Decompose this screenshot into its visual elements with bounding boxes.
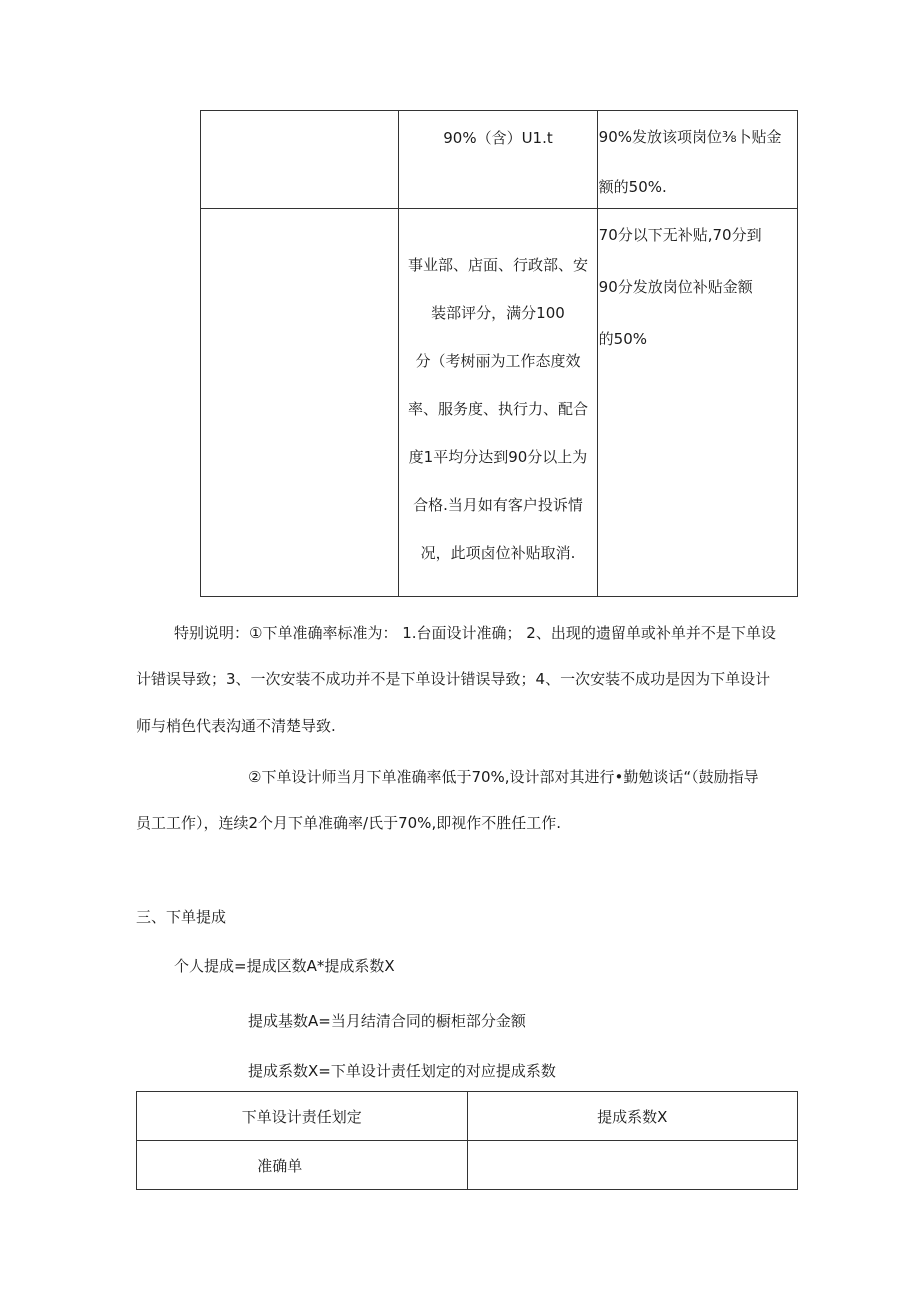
table-cell bbox=[399, 209, 597, 597]
cell-line: 率、服务度、执行力、配合 bbox=[407, 400, 588, 418]
cell-line: 况，此项卤位补贴取消. bbox=[420, 544, 576, 562]
note-line-4: ②下单设计师当月下单准确率低于70%,设计部对其进行•勤勉谈话“（鼓励指导 bbox=[248, 768, 759, 786]
table-cell bbox=[137, 1141, 468, 1190]
table-cell bbox=[201, 209, 399, 597]
table-header-cell bbox=[467, 1092, 798, 1141]
note-line-3: 师与梢色代表沟通不清楚导致. bbox=[136, 717, 336, 735]
coef-text: 提成系数X=下单设计责任划定的对应提成系数 bbox=[248, 1062, 556, 1080]
cell-line: 的50% bbox=[598, 330, 647, 348]
table-cell bbox=[597, 111, 797, 209]
table-row bbox=[137, 1141, 798, 1190]
formula-text: 个人提成=提成区数A*提成系数X bbox=[174, 957, 395, 975]
cell-line: 装部评分，满分100 bbox=[431, 304, 565, 322]
cell-line: 90分发放岗位补贴金额 bbox=[598, 278, 753, 296]
header-label: 提成系数X bbox=[597, 1107, 668, 1126]
note-line-2: 计错误导致；3、一次安装不成功并不是下单设计错误导致；4、一次安装不成功是因为下单设计 bbox=[136, 670, 771, 688]
commission-table bbox=[136, 1091, 798, 1190]
cell-text: 90%（含）U1.t bbox=[443, 129, 553, 147]
table-cell bbox=[399, 111, 597, 209]
cell-text: 准确单 bbox=[257, 1156, 303, 1175]
table-cell bbox=[201, 111, 399, 209]
table-row bbox=[201, 209, 798, 597]
note-line-5: 员工工作），连续2个月下单准确率/氏于70%,即视作不胜任工作. bbox=[136, 814, 561, 832]
cell-line: 90%发放该项岗位⅜卜贴金 bbox=[598, 128, 782, 146]
table-row bbox=[201, 111, 798, 209]
cell-line: 70分以下无补贴,70分到 bbox=[598, 226, 762, 244]
header-label: 下单设计责任划定 bbox=[241, 1107, 362, 1126]
cell-line: 度1平均分达到90分以上为 bbox=[408, 448, 588, 466]
table-header-cell bbox=[137, 1092, 468, 1141]
table-cell bbox=[467, 1141, 798, 1190]
table-cell bbox=[597, 209, 797, 597]
subsidy-table bbox=[200, 110, 798, 597]
table-header-row bbox=[137, 1092, 798, 1141]
cell-line: 额的50%. bbox=[598, 178, 667, 196]
section-heading: 三、下单提成 bbox=[136, 908, 227, 926]
cell-line: 合格.当月如有客户投诉情 bbox=[413, 496, 583, 514]
cell-line: 事业部、店面、行政部、安 bbox=[407, 256, 588, 274]
base-text: 提成基数A=当月结清合同的橱柜部分金额 bbox=[248, 1012, 526, 1030]
cell-line: 分（考树丽为工作态度效 bbox=[415, 352, 581, 370]
note-line-1: 特别说明：①下单准确率标准为： 1.台面设计准确； 2、出现的遗留单或补单并不是下单设 bbox=[174, 624, 776, 642]
